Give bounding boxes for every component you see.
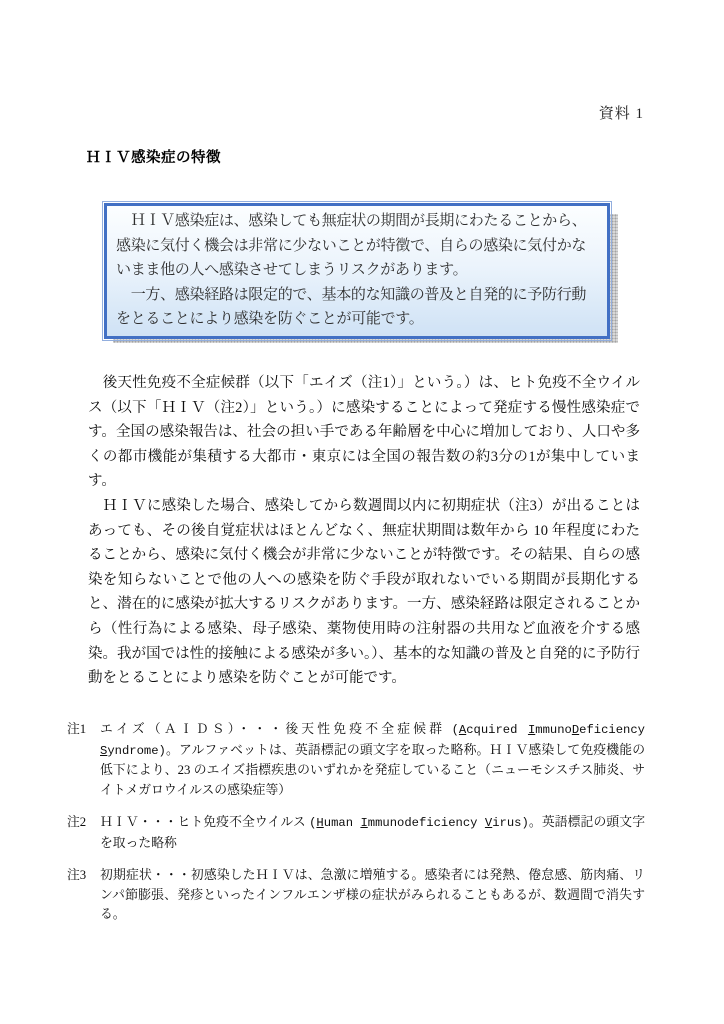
body-paragraph: ＨＩＶに感染した場合、感染してから数週間以内に初期症状（注3）が出ることはあっても、その後自覚症状はほとんどなく、無症状期間は数年から 10 年程度にわたることから、感染に気付く機会が非常に少ないことが特徴です。その結果、自らの感染を知らないことで他の人への感染を防ぐ手段が取れないでいる期間が長期化すると、潜在的に感染が拡大するリスクがあります。一方、感染経路は限定されることから（性行為による感染、母子感染、薬物使用時の注射器の共用など血液を介する感染。我が国では性的接触による感染が多い。）、基本的な知識の普及と自発的に予防行動をとることにより感染を防ぐことが可能です。 [88, 497, 640, 687]
body-text [88, 371, 640, 691]
footnote-text: エイズ（ＡＩＤＳ）・・・後天性免疫不全症候群 (Acquired ImmunoDeficiency Syndrome)。アルファベットは、英語標記の頭文字を取った略称。ＨＩＶ感染して免疫機能の低下により、23 のエイズ指標疾患のいずれかを発症していること（ニューモシスチス肺炎、サイトメガロウイルスの感染症等） [100, 722, 645, 797]
highlight-paragraph: ＨＩＶ感染症は、感染しても無症状の期間が長期にわたることから、感染に気付く機会は非常に少ないことが特徴で、自らの感染に気付かないまま他の人へ感染させてしまうリスクがあります。 [116, 212, 587, 278]
footnote-text: ＨＩＶ・・・ヒト免疫不全ウイルス (Human Immunodeficiency Virus)。英語標記の頭文字を取った略称 [100, 815, 645, 850]
doc-number-label: 資料 1 [598, 106, 644, 122]
footnote-label: 注1 [67, 722, 87, 736]
highlight-box [104, 203, 610, 339]
footnote [67, 866, 645, 925]
footnote-label: 注2 [67, 815, 87, 829]
footnote-label: 注3 [67, 868, 87, 882]
footnote [67, 813, 645, 853]
footnote [67, 720, 645, 800]
footnotes-section [67, 720, 645, 938]
body-paragraph: 後天性免疫不全症候群（以下「エイズ（注1）」という。）は、ヒト免疫不全ウイルス（以下「ＨＩＶ（注2）」という。）に感染することによって発症する慢性感染症です。全国の感染報告は、社会の担い手である年齢層を中心に増加しており、人口や多くの都市機能が集積する大都市・東京には全国の報告数の約3分の1が集中しています。 [88, 375, 640, 490]
footnote-text: 初期症状・・・初感染したＨＩＶは、急激に増殖する。感染者には発熱、倦怠感、筋肉痛、リンパ節膨張、発疹といったインフルエンザ様の症状がみられることもあるが、数週間で消失する。 [100, 868, 645, 921]
highlight-paragraph: 一方、感染経路は限定的で、基本的な知識の普及と自発的に予防行動をとることにより感染を防ぐことが可能です。 [116, 285, 587, 327]
page-title: ＨＩＶ感染症の特徴 [86, 150, 221, 166]
